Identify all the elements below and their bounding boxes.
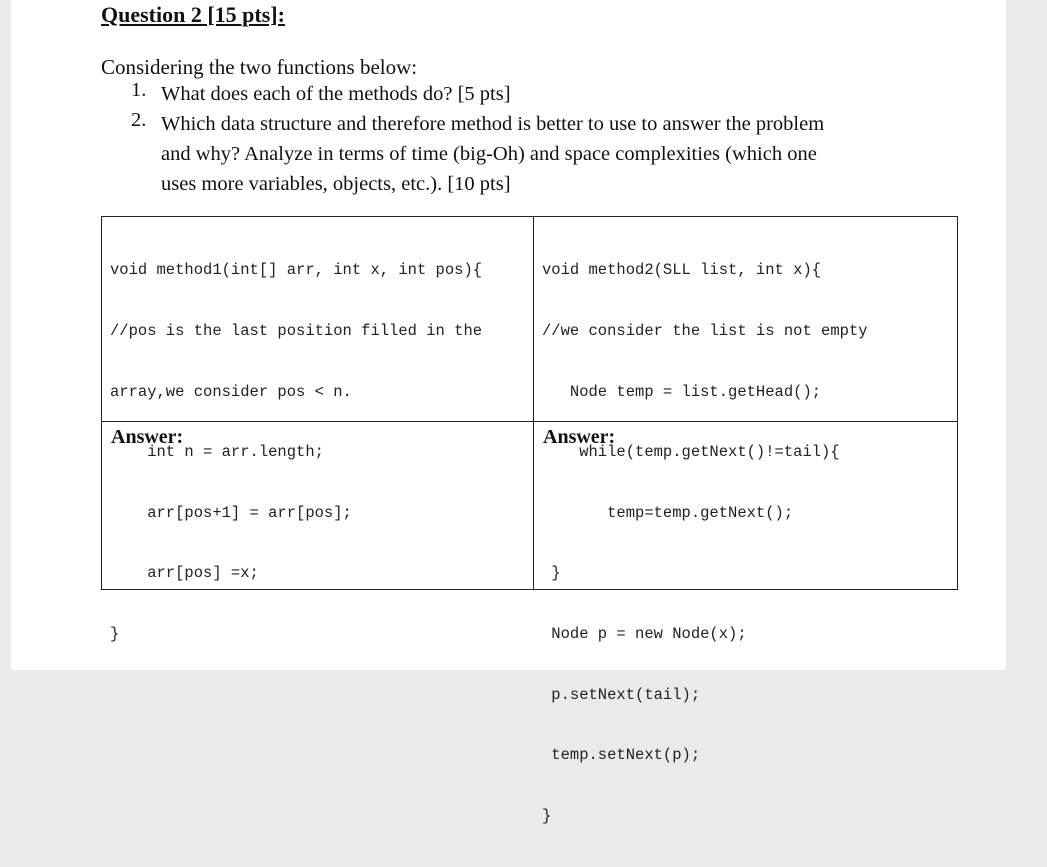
code-line: int n = arr.length; bbox=[110, 443, 324, 462]
answer-cell-1[interactable] bbox=[102, 422, 534, 590]
question-text-line: uses more variables, objects, etc.). [10 pts] bbox=[161, 173, 511, 195]
code-line: temp=temp.getNext(); bbox=[542, 503, 794, 522]
code-line: void method2(SLL list, int x){ bbox=[542, 261, 822, 280]
code-line: arr[pos] =x; bbox=[110, 564, 259, 583]
code-line: } bbox=[542, 806, 552, 825]
answer-cell-2[interactable] bbox=[534, 422, 958, 590]
code-line: } bbox=[542, 564, 561, 583]
code-line: while(temp.getNext()!=tail){ bbox=[542, 443, 840, 462]
code-line: void method1(int[] arr, int x, int pos){ bbox=[110, 261, 483, 280]
document-page bbox=[11, 0, 1006, 825]
code-line: array,we consider pos < n. bbox=[110, 382, 352, 401]
question-text-line: What does each of the methods do? [5 pts] bbox=[161, 83, 511, 105]
code-line: //we consider the list is not empty bbox=[542, 322, 868, 341]
question-heading: Question 2 [15 pts]: bbox=[101, 2, 285, 27]
question-number: 1. bbox=[131, 79, 147, 101]
code-answer-table bbox=[101, 216, 958, 825]
intro-text: Considering the two functions below: bbox=[101, 55, 418, 79]
code-line: temp.setNext(p); bbox=[542, 746, 701, 765]
code-line: } bbox=[110, 625, 120, 644]
code-line: p.setNext(tail); bbox=[542, 685, 701, 704]
question-number: 2. bbox=[131, 109, 147, 131]
question-text-line: Which data structure and therefore method is better to use to answer the problem bbox=[161, 113, 825, 135]
answer-label: Answer: bbox=[543, 426, 616, 448]
code-line: Node temp = list.getHead(); bbox=[542, 382, 822, 401]
answer-label: Answer: bbox=[111, 426, 184, 448]
code-line: //pos is the last position filled in the bbox=[110, 322, 483, 341]
question-text-line: and why? Analyze in terms of time (big-Oh) and space complexities (which one bbox=[161, 143, 817, 165]
code-line: arr[pos+1] = arr[pos]; bbox=[110, 503, 352, 522]
code-line: Node p = new Node(x); bbox=[542, 625, 747, 644]
answer-row bbox=[102, 422, 958, 590]
code-row bbox=[102, 217, 958, 422]
